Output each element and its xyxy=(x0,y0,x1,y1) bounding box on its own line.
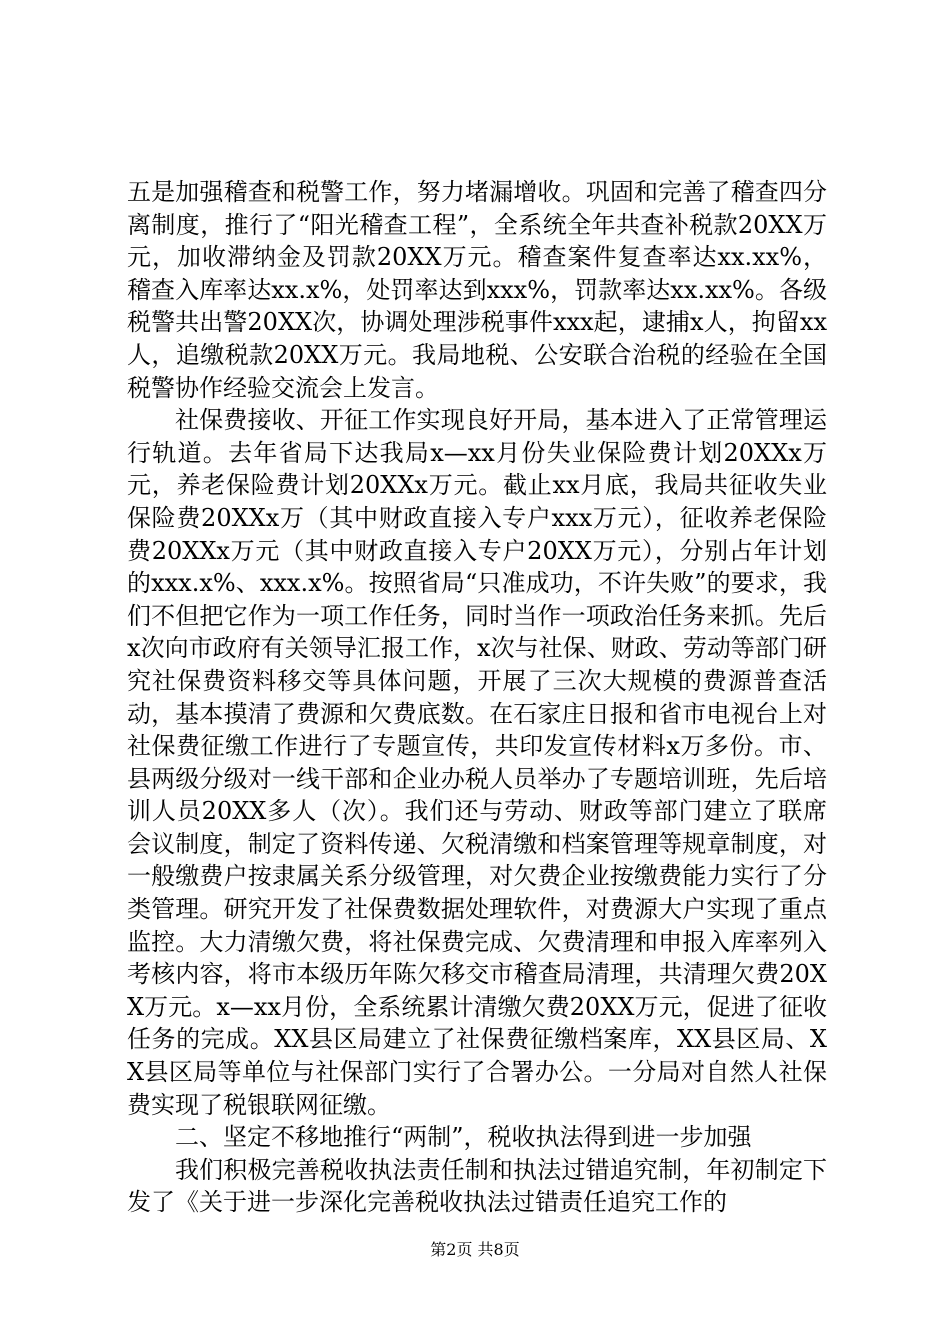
page-indicator: 第2页 共8页 xyxy=(430,1240,520,1259)
paragraph-social-security: 社保费接收、开征工作实现良好开局，基本进入了正常管理运行轨道。去年省局下达我局x—xx月份失业保险费计划20XXx万元，养老保险费计划20XXx万元。截止xx月底，我局共征收失业保险费20XXx万（其中财政直接入专户xxx万元），征收养老保险费20XXx万元（其中财政直接入专户20XX万元），分别占年计划的xxx.x%、xxx.x%。按照省局“只准成功，不许失败”的要求，我们不但把它作为一项工作任务，同时当作一项政治任务来抓。先后x次向市政府有关领导汇报工作，x次与社保、财政、劳动等部门研究社保费资料移交等具体问题，开展了三次大规模的费源普查活动，基本摸清了费源和欠费底数。在石家庄日报和省市电视台上对社保费征缴工作进行了专题宣传，共印发宣传材料x万多份。市、县两级分级对一线干部和企业办税人员举办了专题培训班，先后培训人员20XX多人（次）。我们还与劳动、财政等部门建立了联席会议制度，制定了资料传递、欠税清缴和档案管理等规章制度，对一般缴费户按隶属关系分级管理，对欠费企业按缴费能力实行了分类管理。研究开发了社保费数据处理软件，对费源大户实现了重点监控。大力清缴欠费，将社保费完成、欠费清理和申报入库率列入考核内容，将市本级历年陈欠移交市稽查局清理，共清理欠费20XX万元。x—xx月份，全系统累计清缴欠费20XX万元，促进了征收任务的完成。XX县区局建立了社保费征缴档案库，XX县区局、XX县区局等单位与社保部门实行了合署办公。一分局对自然人社保费实现了税银联网征缴。 xyxy=(127,406,827,1119)
section-heading-two-systems: 二、坚定不移地推行“两制”，税收执法得到进一步加强 xyxy=(175,1123,752,1152)
paragraph-enforcement: 我们积极完善税收执法责任制和执法过错追究制，年初制定下发了《关于进一步深化完善税收执法过错责任追究工作的 xyxy=(127,1155,827,1217)
page-footer xyxy=(0,1240,950,1260)
paragraph-tax-audit: 五是加强稽查和税警工作，努力堵漏增收。巩固和完善了稽查四分离制度，推行了“阳光稽查工程”，全系统全年共查补税款20XX万元，加收滞纳金及罚款20XX万元。稽查案件复查率达xx.xx%，稽查入库率达xx.x%，处罚率达到xxx%，罚款率达xx.xx%。各级税警共出警20XX次，协调处理涉税事件xxx起，逮捕x人，拘留xx人，追缴税款20XX万元。我局地税、公安联合治税的经验在全国税警协作经验交流会上发言。 xyxy=(127,178,827,402)
document-body xyxy=(127,176,827,1219)
